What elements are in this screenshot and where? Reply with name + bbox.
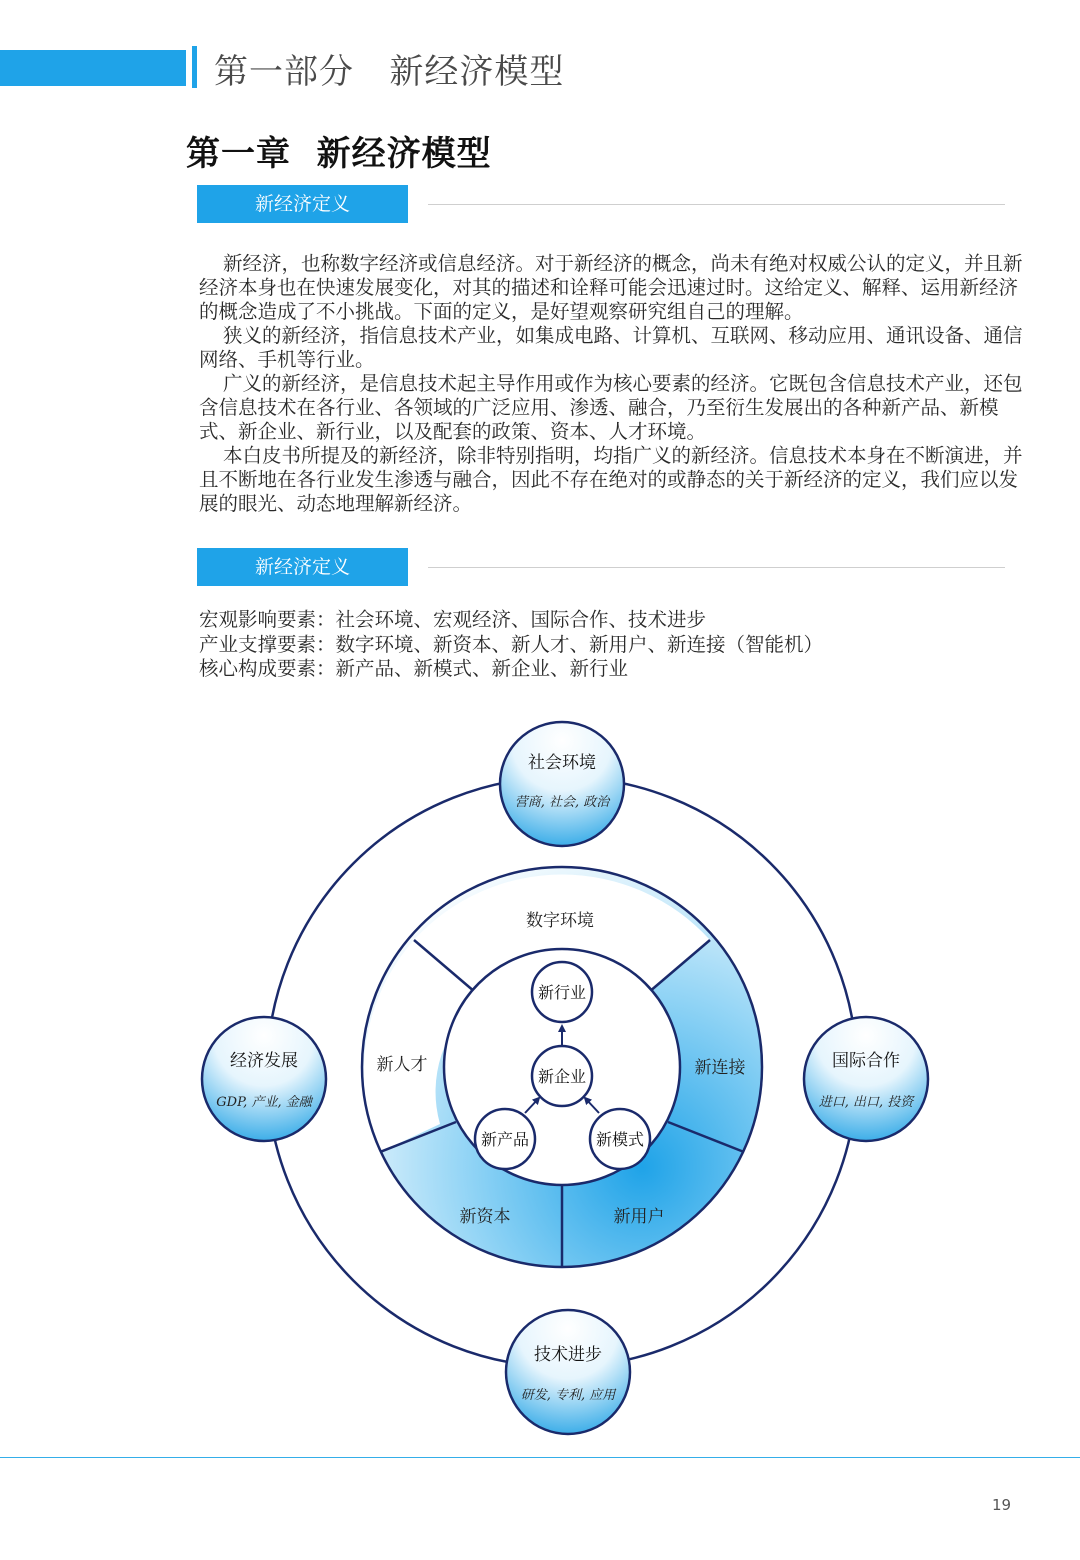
core-label-industry: 新行业 bbox=[537, 983, 587, 1002]
header-separator bbox=[192, 46, 197, 88]
section-divider bbox=[428, 567, 1005, 568]
core-label-model: 新模式 bbox=[595, 1130, 645, 1149]
page-number: 19 bbox=[992, 1496, 1012, 1514]
outer-node-title: 社会环境 bbox=[528, 753, 596, 773]
outer-node-subtitle: 进口, 出口, 投资 bbox=[818, 1095, 914, 1110]
paragraph: 广义的新经济，是信息技术起主导作用或作为核心要素的经济。它既包含信息技术产业，还包含信息技术在各行业、各领域的广泛应用、渗透、融合，乃至衍生发展出的各种新产品、新模式、新企业、新行业，以及配套的政策、资本、人才环境。 bbox=[199, 372, 1023, 443]
new-economy-model-diagram bbox=[180, 712, 940, 1452]
header-accent-bar bbox=[0, 50, 186, 86]
outer-node-subtitle: 研发, 专利, 应用 bbox=[520, 1388, 616, 1403]
segment-label-talent: 新人才 bbox=[376, 1055, 428, 1075]
factor-macro: 宏观影响要素：社会环境、宏观经济、国际合作、技术进步 bbox=[199, 608, 707, 631]
paragraph: 新经济，也称数字经济或信息经济。对于新经济的概念，尚未有绝对权威公认的定义，并且新经济本身也在快速发展变化，对其的描述和诠释可能会迅速过时。这给定义、解释、运用新经济的概念造成了不小挑战。下面的定义，是好望观察研究组自己的理解。 bbox=[199, 252, 1023, 323]
outer-node-international bbox=[804, 1017, 928, 1141]
outer-node-title: 国际合作 bbox=[832, 1051, 900, 1071]
footer-line bbox=[0, 1457, 1080, 1458]
section-divider bbox=[428, 204, 1005, 205]
outer-node-technology bbox=[506, 1310, 630, 1434]
outer-node-subtitle: 营商, 社会, 政治 bbox=[514, 795, 610, 810]
chapter-title: 第一章 新经济模型 bbox=[186, 134, 492, 174]
factor-list bbox=[199, 608, 823, 682]
factor-industry: 产业支撑要素：数字环境、新资本、新人才、新用户、新连接（智能机） bbox=[199, 632, 824, 656]
outer-node-economy bbox=[202, 1017, 326, 1141]
outer-node-society bbox=[500, 722, 624, 846]
section-label-model: 新经济定义 bbox=[197, 548, 408, 586]
segment-label-digital: 数字环境 bbox=[526, 911, 594, 931]
segment-label-connection: 新连接 bbox=[694, 1058, 746, 1078]
section-label-definition: 新经济定义 bbox=[197, 185, 408, 223]
segment-label-capital: 新资本 bbox=[459, 1207, 511, 1227]
outer-node-subtitle: GDP, 产业, 金融 bbox=[216, 1095, 312, 1110]
factor-core: 核心构成要素：新产品、新模式、新企业、新行业 bbox=[199, 657, 629, 680]
paragraph: 狭义的新经济，指信息技术产业，如集成电路、计算机、互联网、移动应用、通讯设备、通信网络、手机等行业。 bbox=[199, 324, 1023, 371]
paragraph: 本白皮书所提及的新经济，除非特别指明，均指广义的新经济。信息技术本身在不断演进，并且不断地在各行业发生渗透与融合，因此不存在绝对的或静态的关于新经济的定义，我们应以发展的眼光、动态地理解新经济。 bbox=[199, 444, 1023, 515]
outer-node-title: 经济发展 bbox=[230, 1051, 298, 1071]
body-text bbox=[199, 252, 1029, 516]
core-label-product: 新产品 bbox=[480, 1130, 530, 1149]
segment-label-user: 新用户 bbox=[613, 1207, 665, 1227]
outer-node-title: 技术进步 bbox=[534, 1345, 602, 1365]
core-label-enterprise: 新企业 bbox=[537, 1067, 587, 1086]
part-title: 第一部分 新经济模型 bbox=[214, 52, 565, 92]
